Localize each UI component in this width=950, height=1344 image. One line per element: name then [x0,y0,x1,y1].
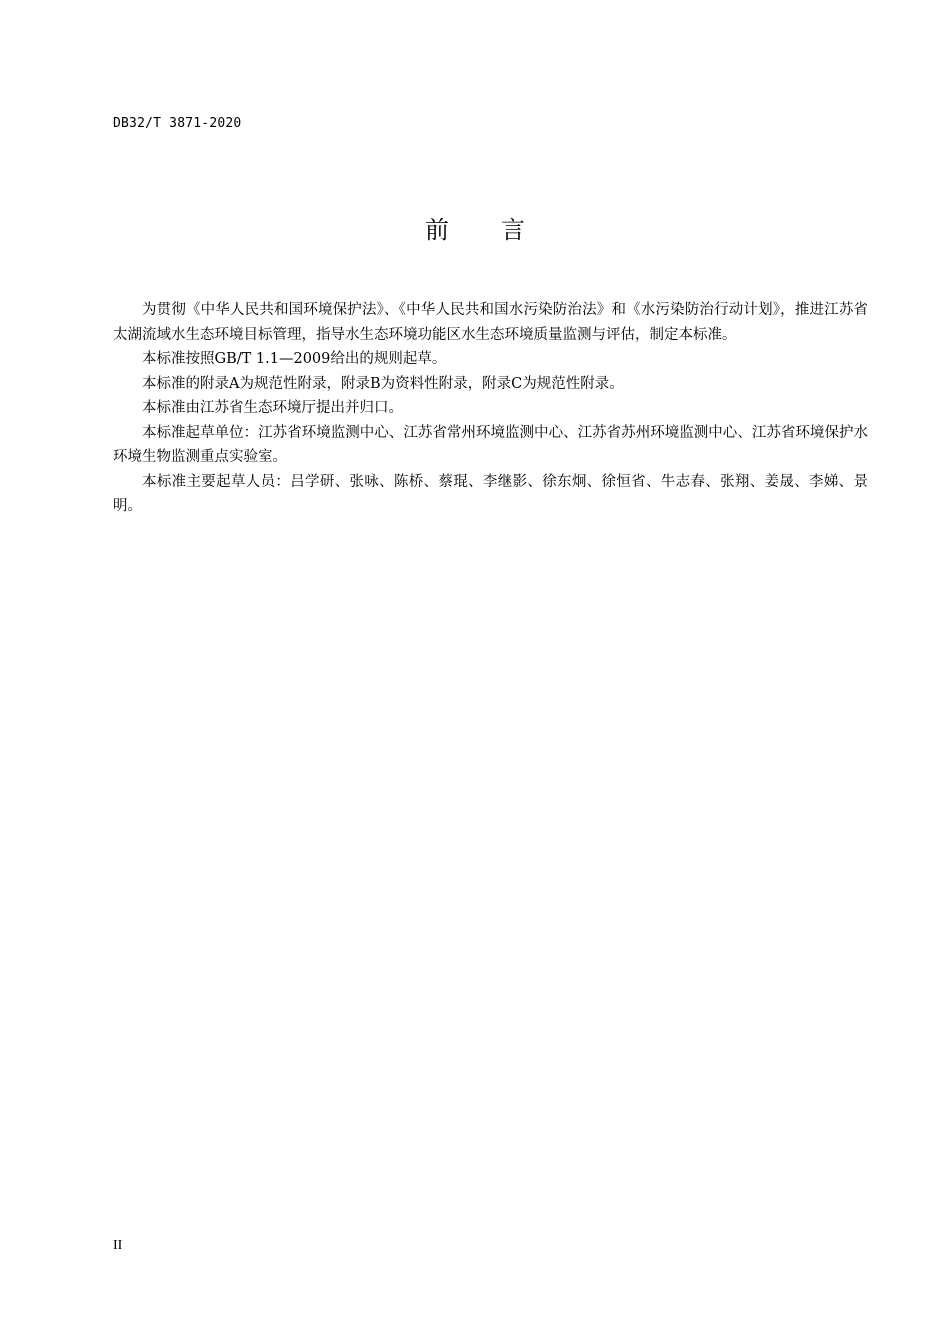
paragraph-drafting-rules: 本标准按照GB/T 1.1—2009给出的规则起草。 [142,351,447,367]
paragraph-proposer: 本标准由江苏省生态环境厅提出并归口。 [142,400,403,416]
paragraph-purpose: 为贯彻《中华人民共和国环境保护法》、《中华人民共和国水污染防治法》和《水污染防治行动计划》，推进江苏省太湖流域水生态环境目标管理，指导水生态环境功能区水生态环境质量监测与评估，制定本标准。 [113,302,868,343]
paragraph-drafters: 本标准主要起草人员：吕学研、张咏、陈桥、蔡琨、李继影、徐东炯、徐恒省、牛志春、张翔、姜晟、李娣、景明。 [113,473,868,514]
foreword-body [113,298,868,519]
document-code: DB32/T 3871-2020 [113,116,242,131]
paragraph-appendices: 本标准的附录A为规范性附录，附录B为资料性附录，附录C为规范性附录。 [142,375,624,392]
page-number: II [113,1238,123,1253]
page-title: 前言 [425,216,577,244]
paragraph-drafting-units: 本标准起草单位：江苏省环境监测中心、江苏省常州环境监测中心、江苏省苏州环境监测中心、江苏省环境保护水环境生物监测重点实验室。 [113,424,868,465]
